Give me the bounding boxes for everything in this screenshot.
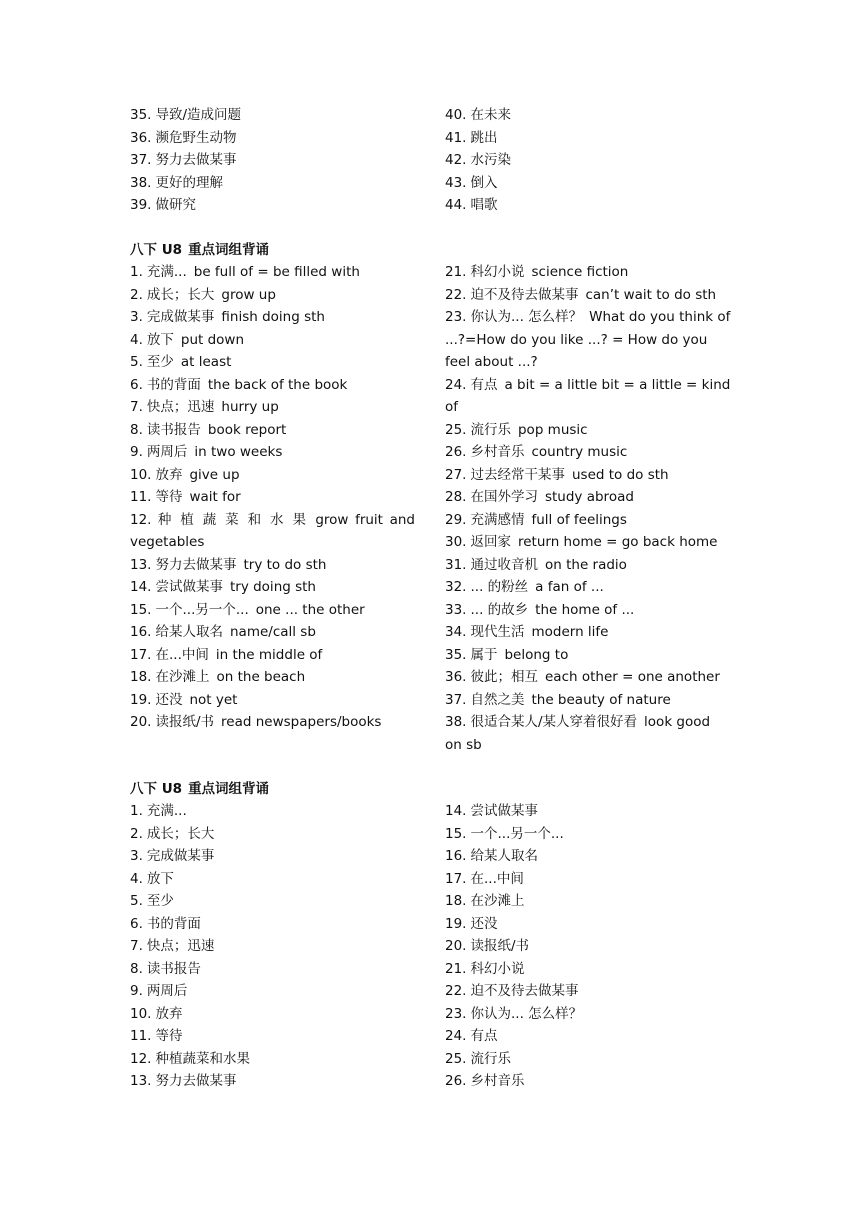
item-chinese: 努力去做某事 (155, 152, 237, 168)
list-item (130, 644, 415, 667)
item-number: 16. (445, 848, 467, 864)
list-item (445, 980, 731, 1003)
item-chinese: 流行乐 (470, 1050, 511, 1067)
item-number: 13. (130, 1073, 152, 1089)
list-item (445, 845, 731, 868)
item-chinese: 成长；长大 (146, 825, 215, 842)
item-chinese: 现代生活 (470, 624, 525, 640)
list-item (130, 374, 415, 397)
item-number: 10. (130, 466, 152, 483)
list-item (130, 329, 415, 352)
item-chinese: 完成做某事 (146, 848, 215, 864)
item-number: 4. (130, 870, 143, 887)
item-number: 35. (445, 646, 467, 663)
item-chinese: 通过收音机 (470, 556, 538, 573)
list-item (445, 868, 731, 891)
list-item (445, 913, 731, 936)
item-number: 21. (445, 960, 467, 977)
item-english: full of feelings (531, 511, 627, 528)
item-english: look good on sb (445, 714, 711, 753)
item-number: 34. (445, 624, 467, 640)
item-chinese: 读书报告 (146, 960, 201, 977)
item-chinese: 跳出 (470, 129, 498, 146)
item-english: try to do sth (243, 556, 327, 573)
item-number: 2. (130, 825, 143, 842)
item-chinese: 很适合某人/某人穿着很好看 (470, 714, 638, 730)
heading-title: 重点词组背诵 (188, 242, 270, 258)
list-item (130, 913, 415, 936)
item-english: the back of the book (207, 376, 348, 393)
item-number: 1. (130, 803, 143, 819)
item-chinese: 在未来 (470, 107, 511, 123)
item-chinese: 至少 (146, 893, 174, 909)
list-item (445, 1025, 731, 1048)
item-chinese: 彼此；相互 (470, 669, 538, 685)
list-item (445, 644, 731, 667)
item-english: name/call sb (229, 624, 316, 640)
item-chinese: 还没 (155, 691, 183, 708)
list-item (445, 419, 731, 442)
item-number: 18. (130, 669, 152, 685)
item-english: grow up (221, 286, 276, 303)
item-number: 5. (130, 354, 143, 370)
item-chinese: 两周后 (146, 444, 188, 460)
item-chinese: 在...中间 (155, 646, 209, 663)
item-english: grow fruit and vegetables (130, 511, 415, 550)
list-item (130, 800, 415, 823)
item-english: on the radio (544, 556, 627, 573)
item-number: 23. (445, 309, 467, 325)
item-english: modern life (531, 624, 609, 640)
item-number: 2. (130, 286, 143, 303)
list-item (445, 104, 731, 127)
heading-title: 重点词组背诵 (188, 781, 270, 797)
item-english: in two weeks (194, 444, 283, 460)
list-item (445, 464, 731, 487)
item-chinese: 在...中间 (470, 870, 524, 887)
list-item (445, 800, 731, 823)
item-number: 33. (445, 601, 467, 618)
item-number: 25. (445, 421, 467, 438)
list-item (130, 1048, 415, 1071)
list-item (445, 194, 731, 217)
list-item (130, 464, 415, 487)
item-english: put down (180, 331, 245, 348)
item-chinese: 自然之美 (470, 691, 525, 708)
item-number: 36. (130, 129, 152, 146)
item-english: a bit = a little bit = a little = kind of (445, 376, 731, 415)
item-number: 12. (130, 1050, 152, 1067)
item-chinese: 迫不及待去做某事 (470, 286, 579, 303)
list-item (445, 172, 731, 195)
list-item (445, 261, 731, 284)
list-item (445, 284, 731, 307)
right-column (445, 104, 731, 217)
item-number: 38. (130, 174, 152, 191)
list-item (445, 935, 731, 958)
list-item (130, 958, 415, 981)
item-chinese: 放弃 (155, 466, 183, 483)
item-chinese: 充满感情 (470, 511, 525, 528)
list-item (130, 1003, 415, 1026)
item-chinese: 书的背面 (146, 915, 201, 932)
item-number: 14. (445, 803, 467, 819)
item-english: hurry up (221, 399, 279, 415)
item-chinese: 书的背面 (146, 376, 201, 393)
item-english: in the middle of (215, 646, 323, 663)
list-item (445, 554, 731, 577)
item-number: 24. (445, 1028, 467, 1044)
item-number: 20. (130, 714, 152, 730)
item-number: 3. (130, 309, 143, 325)
item-chinese: 快点；迅速 (146, 938, 215, 954)
heading-unit: 八下 U8 (130, 781, 183, 797)
item-chinese: 至少 (146, 354, 174, 370)
list-item (130, 149, 415, 172)
item-english: the home of ... (535, 601, 635, 618)
item-number: 8. (130, 960, 143, 977)
list-item (445, 1003, 731, 1026)
list-item (130, 172, 415, 195)
item-number: 11. (130, 1028, 152, 1044)
item-number: 6. (130, 376, 143, 393)
item-chinese: 科幻小说 (470, 264, 525, 280)
item-chinese: 做研究 (155, 197, 196, 213)
item-chinese: 放下 (146, 870, 174, 887)
item-english: each other = one another (544, 669, 720, 685)
item-number: 14. (130, 579, 152, 595)
list-item (130, 890, 415, 913)
item-english: a fan of ... (535, 579, 604, 595)
item-number: 16. (130, 624, 152, 640)
item-english: give up (189, 466, 240, 483)
item-number: 18. (445, 893, 467, 909)
item-chinese: 倒入 (470, 174, 498, 191)
item-chinese: 尝试做某事 (470, 803, 538, 819)
item-chinese: 在沙滩上 (470, 893, 525, 909)
item-number: 27. (445, 466, 467, 483)
item-english: finish doing sth (221, 309, 325, 325)
list-item (130, 284, 415, 307)
item-chinese: 返回家 (470, 534, 511, 550)
item-chinese: 有点 (470, 376, 498, 393)
item-number: 26. (445, 444, 467, 460)
item-chinese: 努力去做某事 (155, 1073, 237, 1089)
item-chinese: 迫不及待去做某事 (470, 983, 579, 999)
list-item (445, 711, 731, 756)
item-number: 26. (445, 1073, 467, 1089)
item-english: book report (207, 421, 287, 438)
item-number: 1. (130, 264, 143, 280)
list-item (130, 104, 415, 127)
item-english: at least (180, 354, 232, 370)
left-column (130, 261, 415, 734)
item-number: 19. (445, 915, 467, 932)
item-chinese: 过去经常干某事 (470, 466, 565, 483)
item-chinese: 充满... (146, 803, 187, 819)
item-chinese: ... 的故乡 (470, 601, 529, 618)
item-number: 39. (130, 197, 152, 213)
item-number: 9. (130, 444, 143, 460)
item-chinese: 放下 (146, 331, 174, 348)
item-chinese: 乡村音乐 (470, 1073, 525, 1089)
item-english: be full of = be filled with (193, 264, 360, 280)
item-chinese: 还没 (470, 915, 498, 932)
item-number: 41. (445, 129, 467, 146)
list-item (130, 194, 415, 217)
item-number: 38. (445, 714, 467, 730)
item-english: read newspapers/books (221, 714, 382, 730)
item-chinese: 快点；迅速 (146, 399, 215, 415)
item-english: study abroad (544, 489, 634, 505)
item-chinese: 乡村音乐 (470, 444, 525, 460)
item-number: 7. (130, 938, 143, 954)
list-item (445, 1070, 731, 1093)
item-english: What do you think of ...?=How do you like ...? = How do you feel about ...? (445, 309, 731, 370)
item-english: country music (531, 444, 628, 460)
list-item (130, 396, 415, 419)
item-chinese: 科幻小说 (470, 960, 525, 977)
item-number: 37. (130, 152, 152, 168)
item-number: 28. (445, 489, 467, 505)
item-number: 29. (445, 511, 467, 528)
item-english: used to do sth (571, 466, 669, 483)
list-item (130, 868, 415, 891)
item-chinese: 流行乐 (470, 421, 511, 438)
list-item (130, 351, 415, 374)
item-chinese: 放弃 (155, 1005, 183, 1022)
item-chinese: 一个...另一个... (470, 825, 564, 842)
item-number: 17. (130, 646, 152, 663)
item-chinese: 你认为... 怎么样？ (470, 309, 583, 325)
item-chinese: 等待 (155, 489, 183, 505)
item-number: 36. (445, 669, 467, 685)
list-item (445, 621, 731, 644)
item-number: 23. (445, 1005, 467, 1022)
list-item (445, 599, 731, 622)
item-number: 3. (130, 848, 143, 864)
item-chinese: 给某人取名 (470, 848, 538, 864)
item-chinese: 属于 (470, 646, 498, 663)
left-column (130, 104, 415, 217)
list-item (130, 823, 415, 846)
item-chinese: 在沙滩上 (155, 669, 210, 685)
list-item (445, 486, 731, 509)
item-number: 5. (130, 893, 143, 909)
list-item (130, 980, 415, 1003)
item-number: 25. (445, 1050, 467, 1067)
item-chinese: 给某人取名 (155, 624, 223, 640)
item-number: 43. (445, 174, 467, 191)
item-number: 13. (130, 556, 152, 573)
item-number: 19. (130, 691, 152, 708)
list-item (445, 441, 731, 464)
list-item (130, 1025, 415, 1048)
item-english: can’t wait to do sth (585, 286, 717, 303)
item-number: 40. (445, 107, 467, 123)
item-number: 11. (130, 489, 152, 505)
list-item (130, 711, 415, 734)
list-item (130, 621, 415, 644)
list-item (445, 958, 731, 981)
list-item (130, 1070, 415, 1093)
item-number: 22. (445, 286, 467, 303)
item-chinese: 你认为... 怎么样？ (470, 1005, 583, 1022)
item-chinese: 充满... (146, 264, 187, 280)
item-number: 44. (445, 197, 467, 213)
list-item (130, 845, 415, 868)
item-chinese: 在国外学习 (470, 489, 538, 505)
list-item (445, 531, 731, 554)
list-item (445, 823, 731, 846)
section-heading (130, 778, 269, 801)
item-chinese: 读报纸/书 (155, 714, 215, 730)
list-item (445, 374, 731, 419)
item-number: 20. (445, 938, 467, 954)
item-english: return home = go back home (517, 534, 718, 550)
item-number: 37. (445, 691, 467, 708)
right-column (445, 261, 731, 756)
item-chinese: ... 的粉丝 (470, 579, 529, 595)
list-item (130, 666, 415, 689)
list-item (130, 306, 415, 329)
item-number: 17. (445, 870, 467, 887)
item-number: 21. (445, 264, 467, 280)
item-chinese: 濒危野生动物 (155, 129, 237, 146)
list-item (130, 576, 415, 599)
item-chinese: 种 植 蔬 菜 和 水 果 (155, 511, 309, 528)
item-chinese: 读书报告 (146, 421, 201, 438)
item-chinese: 有点 (470, 1028, 498, 1044)
item-chinese: 读报纸/书 (470, 938, 530, 954)
item-english: belong to (504, 646, 569, 663)
list-item (130, 486, 415, 509)
item-chinese: 导致/造成问题 (155, 107, 242, 123)
item-number: 4. (130, 331, 143, 348)
item-chinese: 完成做某事 (146, 309, 215, 325)
item-chinese: 努力去做某事 (155, 556, 237, 573)
list-item (130, 689, 415, 712)
list-item (445, 306, 731, 374)
item-chinese: 更好的理解 (155, 174, 223, 191)
item-english: on the beach (216, 669, 306, 685)
list-item (130, 599, 415, 622)
list-item (445, 127, 731, 150)
section-heading (130, 239, 269, 262)
item-number: 22. (445, 983, 467, 999)
item-number: 30. (445, 534, 467, 550)
list-item (445, 890, 731, 913)
list-item (445, 576, 731, 599)
heading-unit: 八下 U8 (130, 242, 183, 258)
left-column (130, 800, 415, 1093)
list-item (130, 509, 415, 554)
right-column (445, 800, 731, 1093)
item-number: 12. (130, 511, 152, 528)
item-english: the beauty of nature (531, 691, 671, 708)
item-english: science fiction (531, 264, 629, 280)
list-item (130, 261, 415, 284)
list-item (130, 419, 415, 442)
item-number: 24. (445, 376, 467, 393)
item-chinese: 两周后 (146, 983, 188, 999)
list-item (445, 689, 731, 712)
list-item (130, 554, 415, 577)
item-number: 7. (130, 399, 143, 415)
item-number: 32. (445, 579, 467, 595)
item-chinese: 一个...另一个... (155, 601, 249, 618)
item-chinese: 种植蔬菜和水果 (155, 1050, 250, 1067)
item-number: 42. (445, 152, 467, 168)
item-number: 15. (130, 601, 152, 618)
item-chinese: 成长；长大 (146, 286, 215, 303)
list-item (130, 127, 415, 150)
list-item (445, 509, 731, 532)
item-chinese: 等待 (155, 1028, 183, 1044)
item-english: try doing sth (229, 579, 316, 595)
item-english: not yet (189, 691, 238, 708)
item-chinese: 唱歌 (470, 197, 498, 213)
item-number: 35. (130, 107, 152, 123)
list-item (445, 149, 731, 172)
list-item (445, 666, 731, 689)
list-item (445, 1048, 731, 1071)
item-number: 6. (130, 915, 143, 932)
list-item (130, 935, 415, 958)
item-english: pop music (517, 421, 588, 438)
item-number: 9. (130, 983, 143, 999)
item-english: one ... the other (255, 601, 365, 618)
item-chinese: 尝试做某事 (155, 579, 223, 595)
item-number: 31. (445, 556, 467, 573)
item-number: 8. (130, 421, 143, 438)
item-chinese: 水污染 (470, 152, 511, 168)
item-english: wait for (189, 489, 241, 505)
list-item (130, 441, 415, 464)
item-number: 10. (130, 1005, 152, 1022)
item-number: 15. (445, 825, 467, 842)
